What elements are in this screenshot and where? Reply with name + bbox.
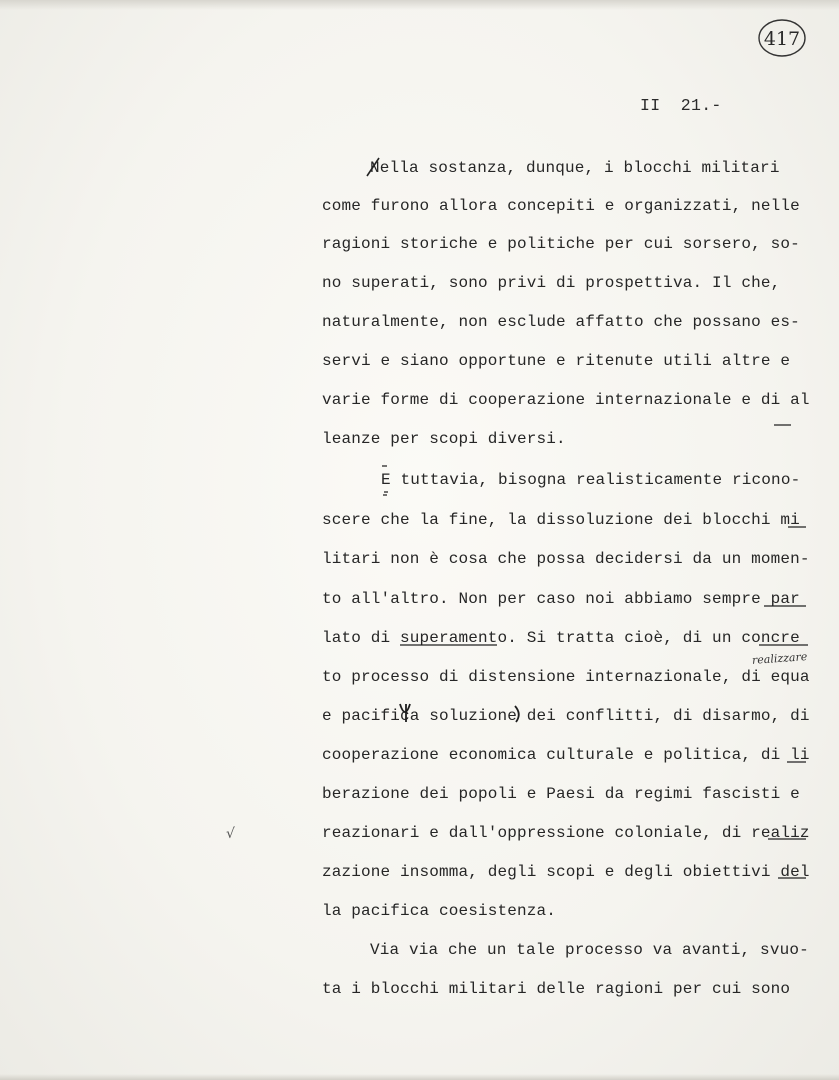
text-line: leanze per scopi diversi.	[322, 430, 566, 448]
underline-marks-lower	[322, 820, 839, 910]
text-line: scere che la fine, la dissoluzione dei blocchi mi	[322, 511, 800, 529]
text-line: varie forme di cooperazione internazionale e di al	[322, 391, 810, 409]
text-line: ta i blocchi militari delle ragioni per cui sono	[322, 980, 791, 998]
text-line: cooperazione economica culturale e politica, di li	[322, 746, 810, 764]
handwritten-folio-number	[757, 18, 807, 58]
handwritten-insertion: realizzare	[751, 650, 808, 667]
page-bottom-edge	[0, 1074, 839, 1080]
text-line: berazione dei popoli e Paesi da regimi fascisti e	[322, 785, 800, 803]
text-line: servi e siano opportune e ritenute utili altre e	[322, 352, 791, 370]
text-line: no superati, sono privi di prospettiva. Il che,	[322, 274, 781, 292]
text-line: Nella sostanza, dunque, i blocchi militari	[370, 159, 780, 177]
text-line: to processo di distensione internazionale, di equa	[322, 668, 810, 686]
text-line: reazionari e dall'oppressione coloniale, di realiz	[322, 824, 810, 842]
page-number-header: II 21.-	[640, 96, 722, 115]
text-line: Via via che un tale processo va avanti, svuo-	[370, 941, 809, 959]
folio-circle-drawing	[757, 18, 807, 58]
text-line: to all'altro. Non per caso noi abbiamo sempre par	[322, 590, 800, 608]
text-line: litari non è cosa che possa decidersi da un momen-	[322, 550, 810, 568]
page-top-edge	[0, 0, 839, 10]
margin-tick-mark: √	[226, 826, 235, 842]
text-line: naturalmente, non esclude affatto che possano es-	[322, 313, 800, 331]
handwritten-slash-mark	[363, 156, 383, 180]
text-line: ragioni storiche e politiche per cui sorsero, so-	[322, 235, 800, 253]
text-line: come furono allora concepiti e organizzati, nelle	[322, 197, 800, 215]
text-line: zazione insomma, degli scopi e degli obiettivi del	[322, 863, 810, 881]
paragraph-insert-mark	[379, 464, 391, 498]
text-line: e pacifica soluzione dei conflitti, di disarmo, di	[322, 707, 810, 725]
folio-text: 417	[763, 28, 801, 50]
handwritten-correction-marks	[396, 700, 536, 730]
text-line: la pacifica coesistenza.	[322, 902, 557, 920]
underline-marks	[322, 604, 839, 794]
text-line: lato di superamento. Si tratta cioè, di un concre	[322, 629, 800, 647]
text-line: E tuttavia, bisogna realisticamente ricono-	[381, 471, 801, 489]
